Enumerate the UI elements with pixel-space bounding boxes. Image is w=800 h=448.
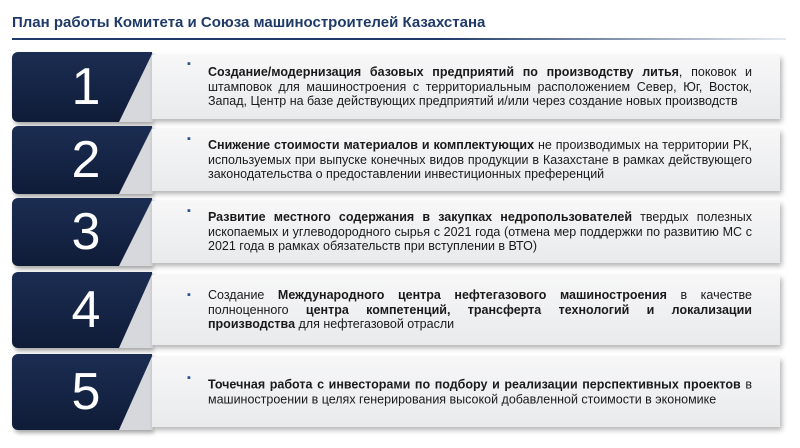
- item-text: [208, 377, 752, 406]
- item-text-segment: не производимых на территории РК, используемых при выпуске конечных видов продукции в Казахстане в рамках действующего законодательства о предоставлении инвестиционных преференций: [208, 138, 752, 182]
- item-text-segment: Развитие местного содержания в закупках недропользователей: [208, 210, 633, 225]
- square-bullet-icon: ▪: [187, 58, 191, 70]
- item-text-segment: твердых полезных ископаемых и углеводородного сырья с 2021 года (отмена мер поддержки по развитию МС с 2021 года в рамках обязательств при вступлении в ВТО): [208, 210, 753, 254]
- item-text: [208, 288, 752, 332]
- plan-item-5: [12, 354, 780, 430]
- item-text-segment: в качестве полноценного: [208, 288, 752, 317]
- item-text-segment: в машиностроении в целях генерирования высокой добавленной стоимости в экономике: [208, 377, 752, 406]
- item-text-segment: Международного центра нефтегазового машиностроения: [277, 288, 667, 303]
- item-text-segment: центра компетенций, трансферта технологий и локализации производства: [208, 302, 752, 332]
- item-text-segment: Создание/модернизация базовых предприятий по производству литья: [208, 65, 679, 80]
- item-text-segment: Создание: [208, 288, 278, 303]
- square-bullet-icon: ▪: [187, 205, 191, 217]
- plan-item-4: [12, 272, 780, 348]
- page-title: План работы Комитета и Союза машиностроителей Казахстана: [12, 14, 486, 31]
- item-number: 3: [71, 203, 101, 261]
- item-number: 1: [71, 58, 101, 116]
- item-text-segment: для нефтегазовой отрасли: [295, 317, 455, 332]
- plan-item-1: [12, 52, 780, 122]
- item-text-segment: Снижение стоимости материалов и комплектующих: [208, 138, 535, 153]
- item-number: 2: [71, 131, 101, 189]
- plan-item-3: [12, 198, 780, 266]
- square-bullet-icon: ▪: [187, 289, 191, 301]
- item-text-segment: Точечная работа с инвесторами по подбору и реализации перспективных проектов: [208, 377, 741, 392]
- title-underline: [12, 38, 786, 40]
- item-text: [208, 210, 752, 254]
- item-number: 4: [71, 281, 101, 339]
- item-number: 5: [71, 363, 101, 421]
- item-text: [208, 138, 752, 182]
- item-text-segment: , поковок и штамповок для машиностроения с территориальным расположением Север, Юг, Восток, Запад, Центр на базе действующих предприятий и/или через создание новых производств: [208, 65, 752, 109]
- square-bullet-icon: ▪: [187, 133, 191, 145]
- plan-item-2: [12, 126, 780, 194]
- item-text: [208, 65, 752, 109]
- square-bullet-icon: ▪: [187, 372, 191, 384]
